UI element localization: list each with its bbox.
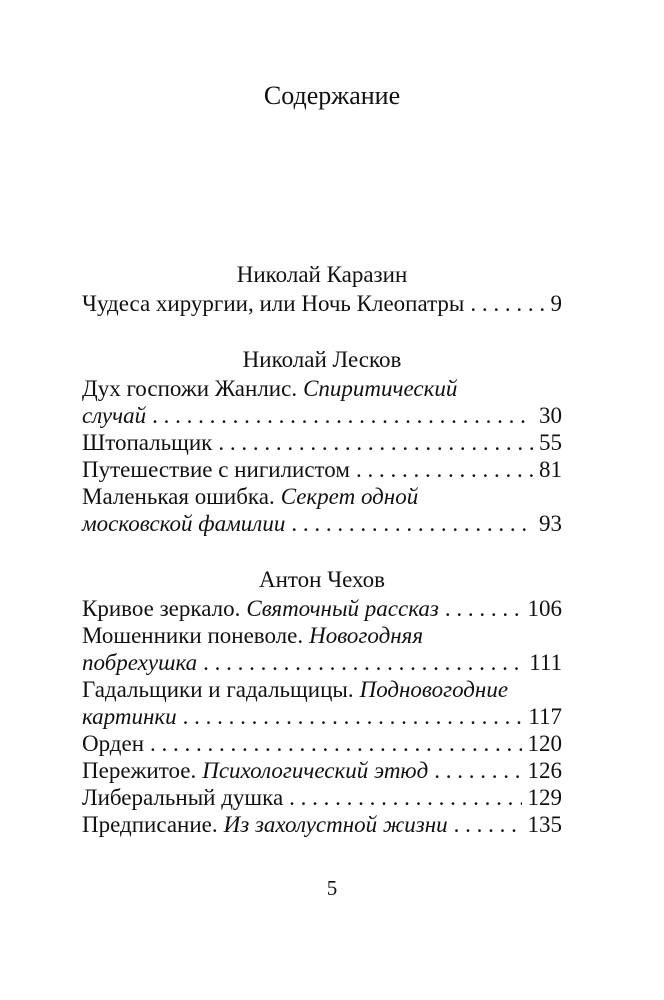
toc-entry[interactable] (82, 784, 562, 811)
toc-section-chekhov (82, 565, 562, 838)
entry-page: 111 (529, 650, 562, 675)
leader-dots (289, 784, 521, 811)
leader-dots (470, 290, 544, 317)
toc-entry[interactable] (82, 483, 562, 537)
toc-entry[interactable] (82, 456, 562, 483)
leader-dots (356, 456, 533, 483)
entry-page: 93 (539, 511, 562, 536)
entry-title: Штопальщик (82, 430, 213, 455)
toc-entry[interactable] (82, 757, 562, 784)
entry-page: 117 (528, 704, 562, 729)
leader-dots (454, 811, 522, 838)
table-of-contents (82, 260, 562, 838)
leader-dots (183, 703, 523, 730)
entry-title: Мошенники поневоле. (82, 623, 304, 648)
entry-page: 9 (550, 291, 562, 316)
entry-title: Дух госпожи Жанлис. (82, 376, 298, 401)
toc-section-karazin (82, 260, 562, 317)
entry-title: Предписание. (82, 812, 218, 837)
leader-dots (152, 402, 533, 429)
entry-subtitle: Психологический этюд (202, 758, 429, 783)
entry-title: Кривое зеркало. (82, 596, 241, 621)
toc-entry[interactable] (82, 375, 562, 429)
entry-page: 135 (527, 812, 562, 837)
entry-page: 129 (527, 785, 562, 810)
entry-subtitle: Секрет одной (280, 484, 419, 509)
entry-page: 120 (527, 731, 562, 756)
entry-subtitle: Святочный рассказ (246, 596, 439, 621)
toc-entry[interactable] (82, 676, 562, 730)
entry-subtitle-cont: картинки (82, 704, 177, 729)
toc-entry[interactable] (82, 290, 562, 317)
entry-title: Чудеса хирургии, или Ночь Клеопатры (82, 291, 465, 316)
entry-title: Пережитое. (82, 758, 197, 783)
entry-subtitle-cont: случай (82, 403, 147, 428)
leader-dots (150, 730, 521, 757)
toc-entry[interactable] (82, 429, 562, 456)
entry-page: 81 (539, 457, 562, 482)
toc-entry[interactable] (82, 622, 562, 676)
entry-title: Путешествие с нигилистом (82, 457, 350, 482)
toc-entry[interactable] (82, 811, 562, 838)
author-name: Антон Чехов (258, 567, 386, 592)
entry-page: 30 (539, 403, 562, 428)
author-name: Николай Каразин (236, 262, 408, 287)
leader-dots (203, 649, 523, 676)
entry-subtitle: Новогодняя (309, 623, 424, 648)
toc-entry[interactable] (82, 730, 562, 757)
leader-dots (218, 429, 533, 456)
entry-subtitle: Спиритический (303, 376, 458, 401)
page-title: Содержание (263, 81, 401, 110)
entry-page: 55 (539, 430, 562, 455)
entry-subtitle-cont: московской фамилии (82, 511, 286, 536)
entry-subtitle: Подновогодние (359, 677, 509, 702)
entry-title: Орден (82, 731, 145, 756)
leader-dots (434, 757, 521, 784)
entry-page: 126 (527, 758, 562, 783)
entry-subtitle-cont: побрехушка (82, 650, 198, 675)
entry-title: Маленькая ошибка. (82, 484, 275, 509)
author-name: Николай Лесков (242, 347, 402, 372)
toc-entry[interactable] (82, 595, 562, 622)
toc-section-leskov (82, 345, 562, 537)
leader-dots (291, 510, 533, 537)
entry-title: Гадальщики и гадальщицы. (82, 677, 354, 702)
page-number: 5 (326, 876, 338, 900)
entry-page: 106 (527, 596, 562, 621)
entry-title: Либеральный душка (82, 785, 284, 810)
leader-dots (445, 595, 522, 622)
entry-subtitle: Из захолустной жизни (223, 812, 448, 837)
